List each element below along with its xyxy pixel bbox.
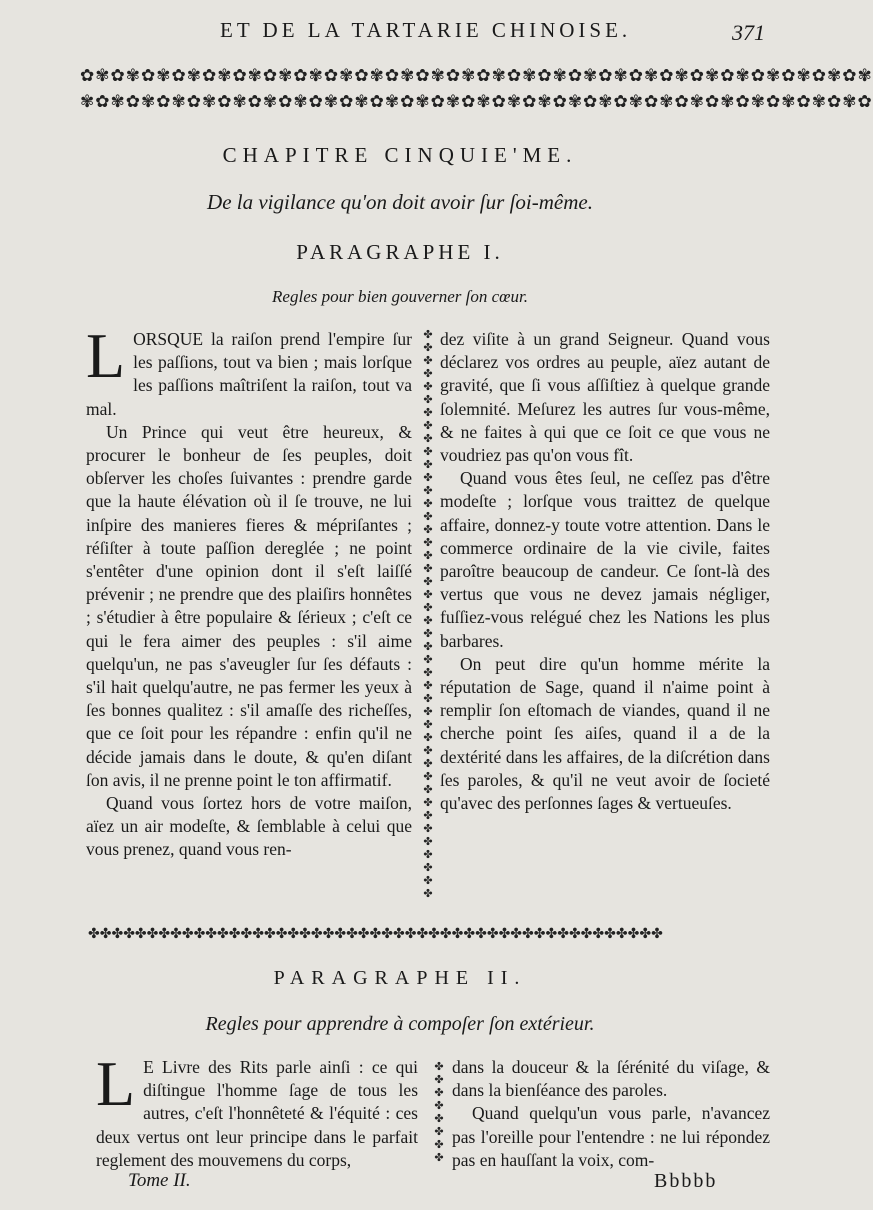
paragraph-1-subtitle: Regles pour bien gouverner ſon cœur. xyxy=(272,287,528,306)
paragraph-2-heading: PARAGRAPHE II. xyxy=(273,967,527,989)
drop-cap: L xyxy=(96,1048,136,1119)
section-divider-ornament: ✤✤✤✤✤✤✤✤✤✤✤✤✤✤✤✤✤✤✤✤✤✤✤✤✤✤✤✤✤✤✤✤✤✤✤✤✤✤✤✤✤✤✤✤✤✤✤✤✤ xyxy=(88,926,663,942)
text-block: On peut dire qu'un homme mérite la réputation de Sage, quand il n'aime point à remplir ſon eſtomach de viandes, quand il ne cherche point ſes aiſes, quand il a de la dextérité dans les affaires, de la diſcrétion dans ſes paroles, & qu'il ne veut avoir de ſocieté qu'avec des perſonnes ſages & vertueuſes. xyxy=(440,653,770,814)
text-run: ORSQUE la raiſon prend l'empire ſur les paſſions, tout va bien ; mais lorſque les paſſions maîtriſent la raiſon, tout va mal. xyxy=(86,329,412,419)
fleuron-band-bottom: ✾✿✾✿✾✿✾✿✾✿✾✿✾✿✾✿✾✿✾✿✾✿✾✿✾✿✾✿✾✿✾✿✾✿✾✿✾✿✾✿✾✿✾✿✾✿✾✿✾✿✾✿ xyxy=(80,92,873,112)
text-block: Un Prince qui veut être heureux, & procurer le bonheur de ſes peuples, doit obſerver les choſes ſuivantes : prendre garde que la haute élévation où il ſe trouve, ne lui inſpire des manieres fieres & mépriſantes ; réſiſter à toute paſſion dereglée ; ne point s'entêter d'une opinion dont il s'eſt laiſſé prévenir ; ne prendre que des plaiſirs honnêtes ; s'étudier à être populaire & ſérieux ; c'eſt ce qui le fera aimer des peuples : s'il aime quelqu'un, ne pas s'aveugler ſur ſes défauts : s'il hait quelqu'autre, ne pas fermer les yeux à ſes bonnes qualitez : s'il amaſſe des richeſſes, que ce ſoit pour les répandre : enfin qu'il ne décide jamais dans le doute, & qu'en diſant ſon avis, il ne prenne point le ton affirmatif. xyxy=(86,421,412,790)
text-block: dans la douceur & la ſérénité du viſage, & dans la bienſéance des paroles. xyxy=(452,1057,770,1101)
column-divider-ornament: ✤ ✤ ✤ ✤ ✤ ✤ ✤ ✤ xyxy=(434,1060,444,1164)
chapter-title: CHAPITRE CINQUIE'ME. xyxy=(222,143,578,167)
text-block: Quand vous êtes ſeul, ne ceſſez pas d'être modeſte ; lorſque vous traittez de quelque affaire, donnez-y toute votre attention. Dans le commerce ordinaire de la vie civile, faites paroître beaucoup de candeur. Ce ſont-là des vertus que vous ne devez jamais négliger, fuſſiez-vous relégué chez les Nations les plus barbares. xyxy=(440,468,770,651)
paragraph-2-subtitle: Regles pour apprendre à compoſer ſon extérieur. xyxy=(205,1013,595,1035)
volume-label: Tome II. xyxy=(128,1170,191,1191)
paragraph-2-right-column xyxy=(452,1056,770,1172)
running-head xyxy=(0,8,800,44)
paragraph-1-right-column xyxy=(440,328,770,815)
paragraph-1-heading: PARAGRAPHE I. xyxy=(296,240,504,264)
text-block xyxy=(96,1048,418,1172)
paragraph-2-left-column xyxy=(96,1048,418,1172)
fleuron-band-top: ✿✾✿✾✿✾✿✾✿✾✿✾✿✾✿✾✿✾✿✾✿✾✿✾✿✾✿✾✿✾✿✾✿✾✿✾✿✾✿✾✿✾✿✾✿✾✿✾✿✾✿✾ xyxy=(80,66,873,86)
running-head-title: ET DE LA TARTARIE CHINOISE. xyxy=(220,18,632,42)
text-block: Quand quelqu'un vous parle, n'avancez pas l'oreille pour l'entendre : ne lui répondez pas en hauſſant la voix, com- xyxy=(452,1103,770,1170)
column-divider-ornament: ✤ ✤ ✤ ✤ ✤ ✤ ✤ ✤ ✤ ✤ ✤ ✤ ✤ ✤ ✤ ✤ ✤ ✤ ✤ ✤ ✤ ✤ ✤ ✤ ✤ ✤ ✤ ✤ ✤ ✤ ✤ ✤ ✤ ✤ ✤ ✤ ✤ ✤ ✤ ✤ ✤ ✤ ✤ ✤ xyxy=(423,328,433,900)
paragraph-1-left-column xyxy=(86,320,412,862)
drop-cap: L xyxy=(86,320,126,391)
signature-mark: Bbbbb xyxy=(654,1170,718,1192)
page-number: 371 xyxy=(732,20,765,45)
chapter-subtitle: De la vigilance qu'on doit avoir ſur ſoi-même. xyxy=(207,190,593,214)
text-block xyxy=(86,320,412,421)
text-block: dez viſite à un grand Seigneur. Quand vous déclarez vos ordres au peuple, aïez autant de gravité, que ſi vous aſſiſtiez à quelque grande ſolemnité. Meſurez les autres ſur vous-même, & ne faites à qui que ce ſoit ce que vous ne voudriez pas qu'on vous fît. xyxy=(440,329,770,466)
text-run: E Livre des Rits parle ainſi : ce qui diſtingue l'homme ſage de tous les autres, c'eſt l'honnêteté & l'équité : ces deux vertus ont leur principe dans le parfait reglement des mouvemens du corps, xyxy=(96,1057,418,1170)
text-block: Quand vous ſortez hors de votre maiſon, aïez un air modeſte, & ſemblable à celui que vous prenez, quand vous ren- xyxy=(86,793,412,860)
